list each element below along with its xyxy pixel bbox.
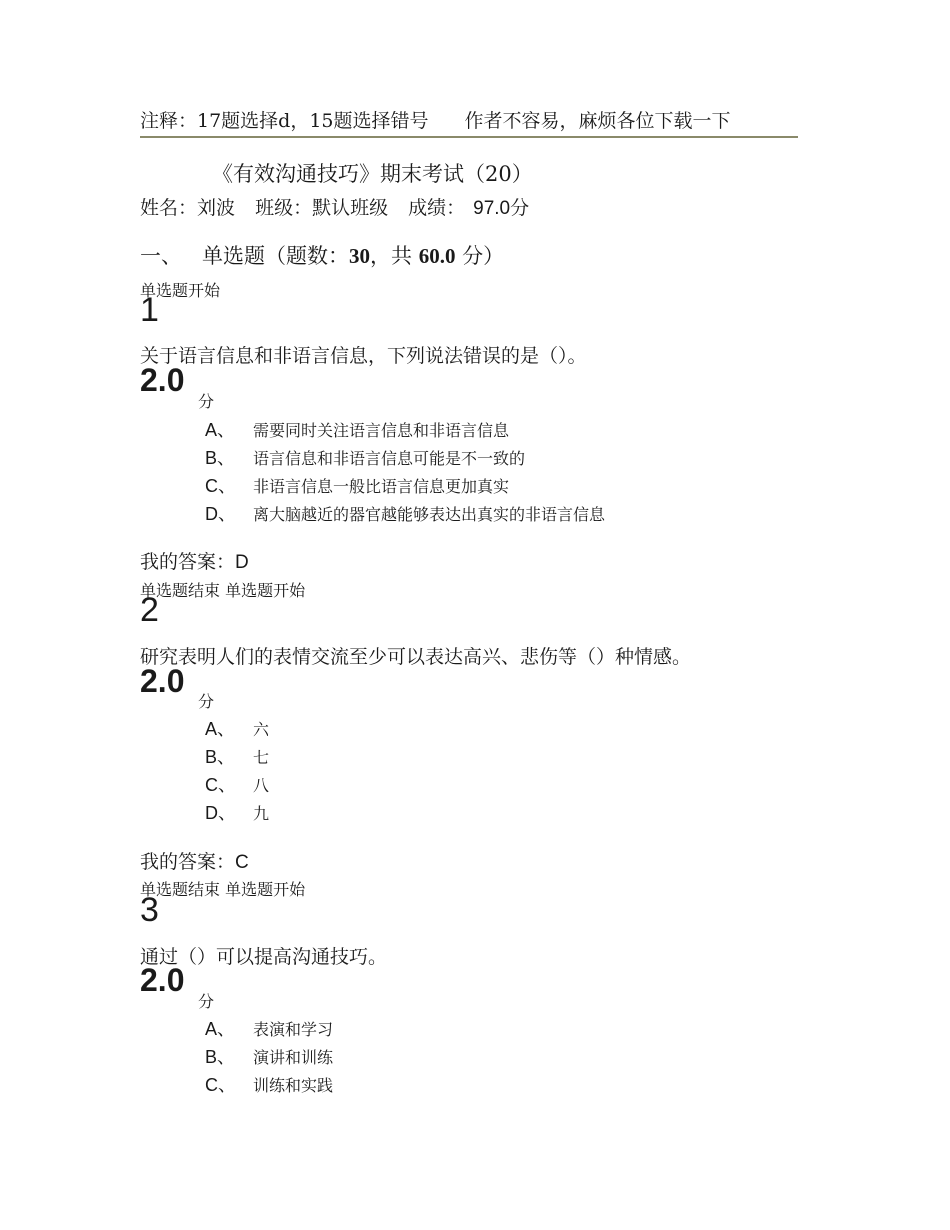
option-text: 语言信息和非语言信息可能是不一致的 [253, 449, 526, 468]
header-note [140, 108, 798, 138]
option-b [205, 1046, 333, 1069]
option-text: 需要同时关注语言信息和非语言信息 [253, 421, 510, 440]
question-number: 1 [140, 291, 159, 329]
question-text: 研究表明人们的表情交流至少可以表达高兴、悲伤等（）种情感。 [140, 646, 692, 668]
student-score-value: 97.0分 [473, 198, 530, 219]
section-end-start-marker: 单选题结束 单选题开始 [140, 880, 306, 899]
student-score-label: 成绩： [408, 197, 466, 219]
answer-label: 我的答案： [140, 551, 236, 573]
answer-value: D [235, 552, 249, 573]
question-score: 2.0 [140, 962, 185, 998]
option-letter: A、 [205, 719, 236, 739]
option-letter: C、 [205, 775, 236, 795]
option-letter: A、 [205, 420, 236, 440]
question-number: 3 [140, 891, 159, 929]
option-letter: B、 [205, 448, 236, 468]
answer-label: 我的答案： [140, 851, 236, 873]
option-b [205, 746, 269, 769]
header-note-right: 作者不容易，麻烦各位下载一下 [464, 110, 731, 132]
question-score-unit: 分 [198, 692, 215, 711]
section-title-start: 单选题（题数： [202, 244, 349, 268]
option-text: 表演和学习 [253, 1020, 334, 1039]
option-text: 八 [253, 776, 270, 795]
question-number: 2 [140, 591, 159, 629]
option-d [205, 503, 605, 526]
option-text: 训练和实践 [253, 1076, 334, 1095]
student-name: 姓名：刘波 [140, 197, 236, 219]
section-title [140, 242, 504, 270]
option-letter: C、 [205, 1075, 236, 1095]
option-letter: B、 [205, 1047, 236, 1067]
option-letter: B、 [205, 747, 236, 767]
header-note-left: 注释：17题选择d，15题选择错号 [140, 110, 429, 132]
section-total: 60.0 [418, 244, 456, 268]
question-text: 关于语言信息和非语言信息，下列说法错误的是（）。 [140, 345, 587, 367]
option-letter: D、 [205, 504, 236, 524]
option-d [205, 802, 269, 825]
option-letter: C、 [205, 476, 236, 496]
option-c [205, 475, 509, 498]
option-text: 演讲和训练 [253, 1048, 334, 1067]
student-class: 班级：默认班级 [255, 197, 389, 219]
question-score: 2.0 [140, 362, 185, 398]
option-text: 离大脑越近的器官越能够表达出真实的非语言信息 [253, 505, 606, 524]
section-end-start-marker: 单选题结束 单选题开始 [140, 581, 306, 600]
section-end: 分） [455, 244, 505, 268]
option-letter: D、 [205, 803, 236, 823]
student-info [140, 195, 543, 222]
option-b [205, 447, 525, 470]
question-score-unit: 分 [198, 392, 215, 411]
section-start-marker: 单选题开始 [140, 281, 221, 300]
option-text: 非语言信息一般比语言信息更加真实 [253, 477, 510, 496]
option-text: 七 [253, 748, 270, 767]
my-answer [140, 850, 249, 875]
option-a [205, 1018, 333, 1041]
exam-title: 《有效沟通技巧》期末考试（20） [212, 162, 533, 186]
option-text: 九 [253, 804, 270, 823]
question-text: 通过（）可以提高沟通技巧。 [140, 946, 388, 968]
option-c [205, 774, 269, 797]
question-score: 2.0 [140, 663, 185, 699]
option-text: 六 [253, 720, 270, 739]
section-prefix: 一、 [140, 244, 182, 268]
section-mid: ，共 [370, 244, 419, 268]
question-score-unit: 分 [198, 992, 215, 1011]
answer-value: C [235, 852, 249, 873]
option-c [205, 1074, 333, 1097]
my-answer [140, 550, 249, 575]
section-count: 30 [349, 244, 370, 268]
option-letter: A、 [205, 1019, 236, 1039]
option-a [205, 419, 509, 442]
option-a [205, 718, 269, 741]
